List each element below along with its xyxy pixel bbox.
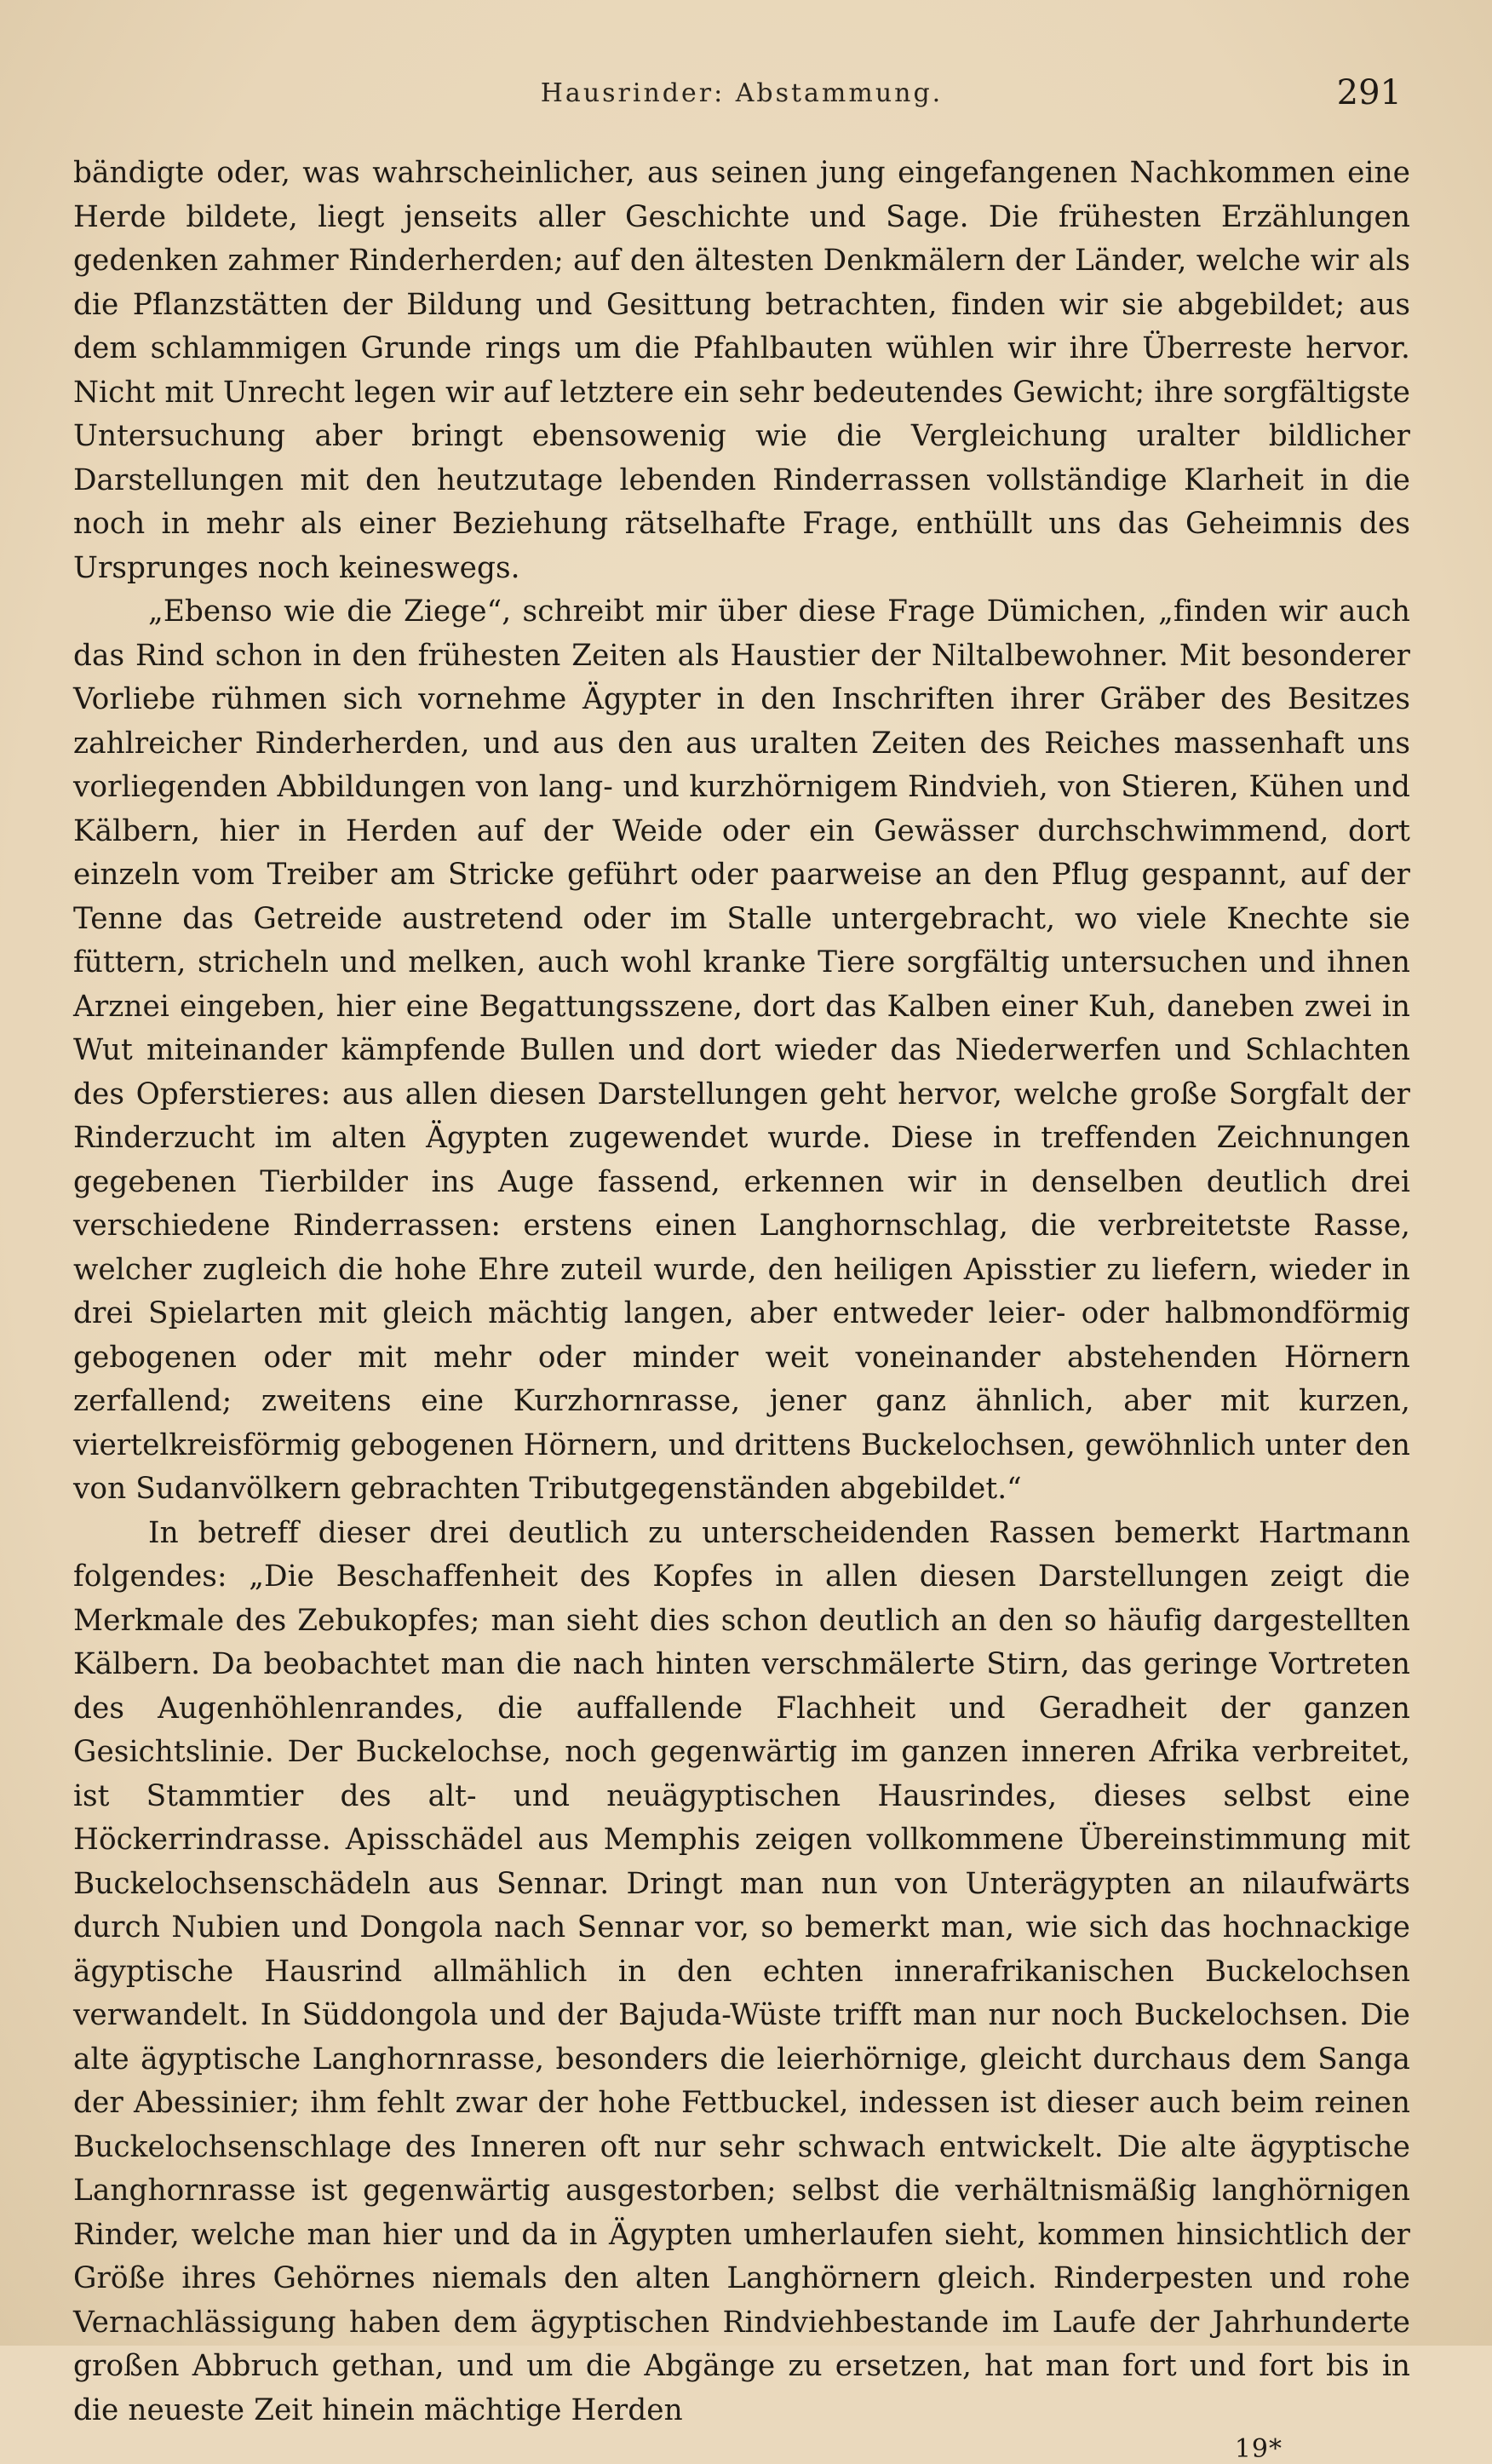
- paragraph-2-quote-duemichen: „Ebenso wie die Ziege“, schreibt mir über diese Frage Dümichen, „finden wir auch das Rind schon in den frühesten Zeiten als Haustier der Niltalbewohner. Mit besonderer Vorliebe rühmen sich vornehme Ägypter in den Inschriften ihrer Gräber des Besitzes zahlreicher Rinderherden, und aus den aus uralten Zeiten des Reiches massenhaft uns vorliegenden Abbildungen von lang- und kurzhörnigem Rindvieh, von Stieren, Kühen und Kälbern, hier in Herden auf der Weide oder ein Gewässer durchschwimmend, dort einzeln vom Treiber am Stricke geführt oder paarweise an den Pflug gespannt, auf der Tenne das Getreide austretend oder im Stalle untergebracht, wo viele Knechte sie füttern, stricheln und melken, auch wohl kranke Tiere sorgfältig untersuchen und ihnen Arznei eingeben, hier eine Begattungsszene, dort das Kalben einer Kuh, daneben zwei in Wut miteinander kämpfende Bullen und dort wieder das Niederwerfen und Schlachten des Opferstieres: aus allen diesen Darstellungen geht hervor, welche große Sorgfalt der Rinderzucht im alten Ägypten zugewendet wurde. Diese in treffenden Zeichnungen gegebenen Tierbilder ins Auge fassend, erkennen wir in denselben deutlich drei verschiedene Rinderrassen: erstens einen Langhornschlag, die verbreitetste Rasse, welcher zugleich die hohe Ehre zuteil wurde, den heiligen Apisstier zu liefern, wieder in drei Spielarten mit gleich mächtig langen, aber entweder leier- oder halbmondförmig gebogenen oder mit mehr oder minder weit voneinander abstehenden Hörnern zerfallend; zweitens eine Kurzhornrasse, jener ganz ähnlich, aber mit kurzen, viertelkreisförmig gebogenen Hörnern, und drittens Buckelochsen, gewöhnlich unter den von Sudanvölkern gebrachten Tributgegenständen abgebildet.“: [73, 594, 1410, 1506]
- running-head: [73, 73, 1410, 129]
- paragraph-3-quote-hartmann: In betreff dieser drei deutlich zu unterscheidenden Rassen bemerkt Hartmann folgendes: „Die Beschaffenheit des Kopfes in allen diesen Darstellungen zeigt die Merkmale des Zebukopfes; man sieht dies schon deutlich an den so häufig dargestellten Kälbern. Da beobachtet man die nach hinten verschmälerte Stirn, das geringe Vortreten des Augenhöhlenrandes, die auffallende Flachheit und Geradheit der ganzen Gesichtslinie. Der Buckelochse, noch gegenwärtig im ganzen inneren Afrika verbreitet, ist Stammtier des alt- und neuägyptischen Hausrindes, dieses selbst eine Höckerrindrasse. Apisschädel aus Memphis zeigen vollkommene Übereinstimmung mit Buckelochsenschädeln aus Sennar. Dringt man nun von Unterägypten an nilaufwärts durch Nubien und Dongola nach Sennar vor, so bemerkt man, wie sich das hochnackige ägyptische Hausrind allmählich in den echten innerafrikanischen Buckelochsen verwandelt. In Süddongola und der Bajuda-Wüste trifft man nur noch Buckelochsen. Die alte ägyptische Langhornrasse, besonders die leierhörnige, gleicht durchaus dem Sanga der Abessinier; ihm fehlt zwar der hohe Fettbuckel, indessen ist dieser auch beim reinen Buckelochsenschlage des Inneren oft nur sehr schwach entwickelt. Die alte ägyptische Langhornrasse ist gegenwärtig ausgestorben; selbst die verhältnismäßig langhörnigen Rinder, welche man hier und da in Ägypten umherlaufen sieht, kommen hinsichtlich der Größe ihres Gehörnes niemals den alten Langhörnern gleich. Rinderpesten und rohe Vernachlässigung haben dem ägyptischen Rindviehbestande im Laufe der Jahrhunderte großen Abbruch gethan, und um die Abgänge zu ersetzen, hat man fort und fort bis in die neueste Zeit hinein mächtige Herden: [73, 1515, 1410, 2427]
- signature-mark: 19*: [1234, 2434, 1283, 2464]
- paragraph-1: bändigte oder, was wahrscheinlicher, aus seinen jung eingefangenen Nachkommen eine Herde bildete, liegt jenseits aller Geschichte und Sage. Die frühesten Erzählungen gedenken zahmer Rinderherden; auf den ältesten Denkmälern der Länder, welche wir als die Pflanzstätten der Bildung und Gesittung betrachten, finden wir sie abgebildet; aus dem schlammigen Grunde rings um die Pfahlbauten wühlen wir ihre Überreste hervor. Nicht mit Unrecht legen wir auf letztere ein sehr bedeutendes Gewicht; ihre sorgfältigste Untersuchung aber bringt ebensowenig wie die Vergleichung uralter bildlicher Darstellungen mit den heutzutage lebenden Rinderrassen vollständige Klarheit in die noch in mehr als einer Beziehung rätselhafte Frage, enthüllt uns das Geheimnis des Ursprunges noch keineswegs.: [73, 156, 1410, 585]
- page-number: 291: [1336, 73, 1402, 112]
- page-body: [73, 152, 1410, 2432]
- running-title: Hausrinder: Abstammung.: [540, 78, 944, 108]
